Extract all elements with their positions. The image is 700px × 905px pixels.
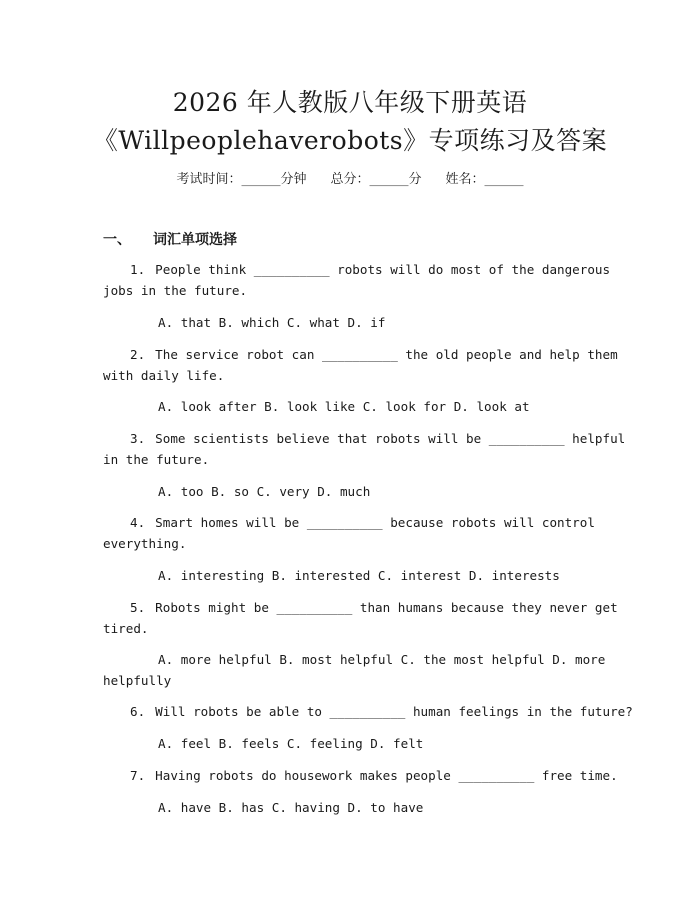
question-text: The service robot can __________ the old people and help them [155, 347, 618, 362]
options-text: A. feel B. feels C. feeling D. felt [158, 736, 424, 751]
question-number: 1. [130, 262, 146, 277]
question-number: 5. [130, 600, 146, 615]
question-text: Smart homes will be __________ because robots will control [155, 515, 595, 530]
exam-score-label: 总分：______分 [330, 172, 422, 187]
question-text: Robots might be __________ than humans because they never get [155, 600, 618, 615]
options-text-continued: helpfully [103, 673, 172, 688]
options-text: A. interesting B. interested C. interest D. interests [158, 568, 560, 583]
section-number: 一、 [103, 232, 131, 248]
question-7-options [103, 797, 603, 818]
options-text: A. too B. so C. very D. much [158, 484, 371, 499]
question-text: People think __________ robots will do most of the dangerous [155, 262, 611, 277]
question-number: 7. [130, 768, 146, 783]
section-heading [103, 229, 237, 249]
question-1-options [103, 312, 603, 333]
question-text-continued: with daily life. [103, 368, 225, 383]
question-1 [103, 259, 611, 301]
question-3-options [103, 481, 603, 502]
question-text-continued: jobs in the future. [103, 283, 248, 298]
exam-name-label: 姓名：______ [445, 172, 524, 187]
question-4-options [103, 565, 603, 586]
question-text: Will robots be able to __________ human feelings in the future? [155, 704, 633, 719]
section-title: 词汇单项选择 [153, 232, 237, 248]
question-number: 2. [130, 347, 146, 362]
question-3 [103, 428, 626, 470]
question-4 [103, 512, 603, 554]
options-text: A. look after B. look like C. look for D. look at [158, 399, 530, 414]
exam-time-label: 考试时间：______分钟 [176, 172, 307, 187]
options-text: A. that B. which C. what D. if [158, 315, 386, 330]
question-number: 4. [130, 515, 146, 530]
question-text-continued: in the future. [103, 452, 210, 467]
question-text-continued: everything. [103, 536, 187, 551]
question-5 [103, 597, 618, 639]
exam-meta-row [0, 168, 700, 187]
document-title-line-2: 《Willpeoplehaverobots》专项练习及答案 [92, 126, 608, 155]
options-text: A. more helpful B. most helpful C. the most helpful D. more [158, 652, 606, 667]
question-number: 6. [130, 704, 146, 719]
question-6 [103, 701, 633, 722]
question-6-options [103, 733, 603, 754]
options-text: A. have B. has C. having D. to have [158, 800, 424, 815]
question-7 [103, 765, 618, 786]
question-text-continued: tired. [103, 621, 149, 636]
question-text: Some scientists believe that robots will be __________ helpful [155, 431, 626, 446]
question-number: 3. [130, 431, 146, 446]
document-title-line-1: 2026 年人教版八年级下册英语 [172, 88, 528, 117]
question-5-options [103, 649, 606, 691]
question-text: Having robots do housework makes people __________ free time. [155, 768, 618, 783]
question-2-options [103, 396, 603, 417]
question-2 [103, 344, 618, 386]
